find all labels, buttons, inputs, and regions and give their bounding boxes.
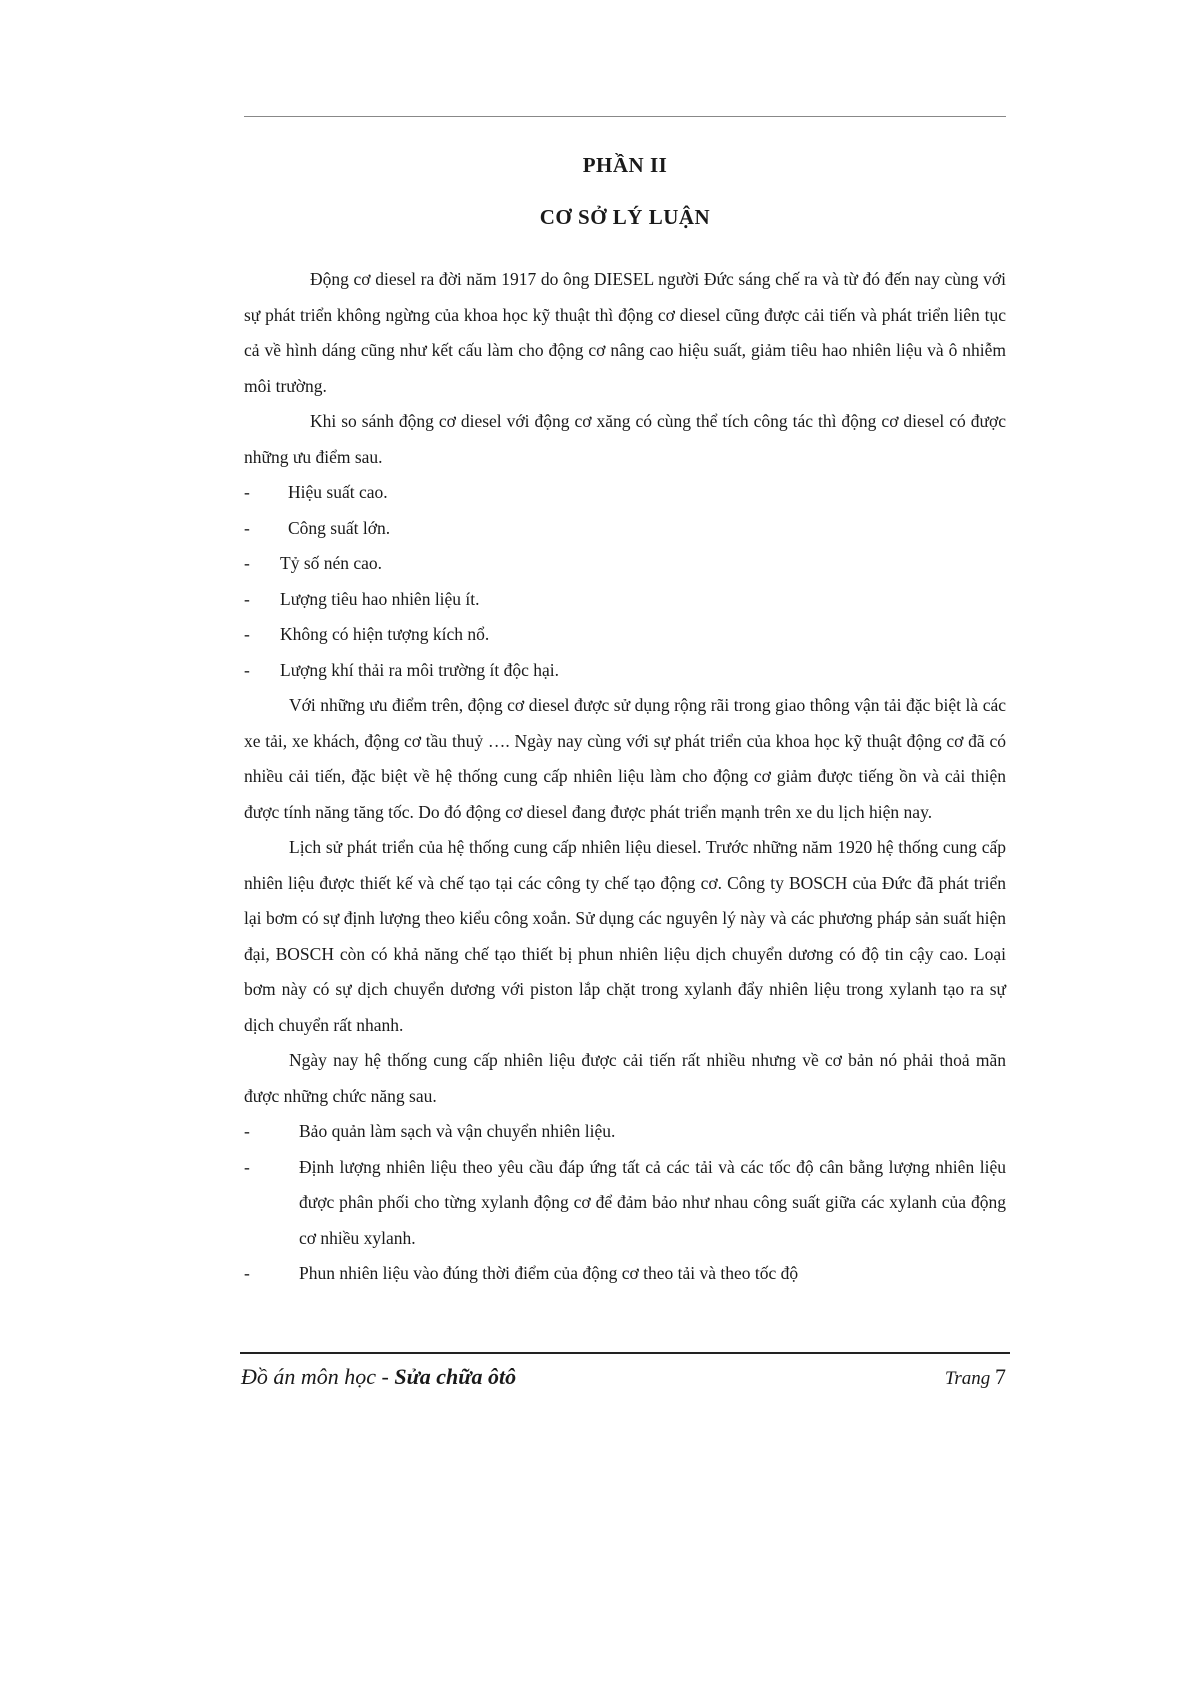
list-item-text: Không có hiện tượng kích nổ. (280, 624, 490, 644)
list-item-text: Công suất lớn. (288, 517, 391, 538)
list-item-text: Bảo quản làm sạch và vận chuyển nhiên liệu. (299, 1121, 616, 1141)
bullet-dash: - (244, 659, 250, 680)
body-content (244, 262, 1006, 1292)
list-item (244, 475, 1006, 511)
bullet-dash: - (244, 482, 250, 502)
footer-rule (240, 1352, 1010, 1354)
bullet-dash: - (244, 553, 250, 573)
bullet-dash: - (244, 624, 250, 644)
paragraph-comparison: Khi so sánh động cơ diesel với động cơ xăng có cùng thể tích công tác thì động cơ diesel có được những ưu điểm sau. (244, 411, 1006, 467)
paragraph-intro: Động cơ diesel ra đời năm 1917 do ông DIESEL người Đức sáng chế ra và từ đó đến nay cùng với sự phát triển không ngừng của khoa học kỹ thuật thì động cơ diesel cũng được cải tiến và phát triển liên tục cả về hình dáng cũng như kết cấu làm cho động cơ nâng cao hiệu suất, giảm tiêu hao nhiên liệu và ô nhiễm môi trường. (244, 269, 1006, 396)
bullet-dash: - (244, 517, 250, 538)
list-item-text: Phun nhiên liệu vào đúng thời điểm của động cơ theo tải và theo tốc độ (299, 1263, 799, 1283)
section-title: CƠ SỞ LÝ LUẬN (539, 205, 711, 229)
list-item (244, 511, 1006, 547)
list-item (244, 582, 1006, 618)
paragraph-history: Lịch sử phát triển của hệ thống cung cấp nhiên liệu diesel. Trước những năm 1920 hệ thống cung cấp nhiên liệu được thiết kế và chế tạo tại các công ty chế tạo động cơ. Công ty BOSCH của Đức đã phát triển lại bơm có sự định lượng theo kiểu công xoắn. Sử dụng các nguyên lý này và các phương pháp sản suất hiện đại, BOSCH còn có khả năng chế tạo thiết bị phun nhiên liệu dịch chuyển dương có độ tin cậy cao. Loại bơm này có sự dịch chuyển dương với piston lắp chặt trong xylanh đẩy nhiên liệu trong xylanh tạo ra sự dịch chuyển rất nhanh. (244, 837, 1006, 1035)
bullet-dash: - (244, 1121, 250, 1141)
functions-list (244, 1114, 1006, 1292)
list-item (244, 653, 1006, 689)
list-item (244, 1256, 1006, 1292)
list-item (244, 1150, 1006, 1257)
list-item (244, 1114, 1006, 1150)
bullet-dash: - (244, 588, 250, 609)
footer-course-subject: Sửa chữa ôtô (394, 1364, 517, 1389)
header-rule (244, 116, 1006, 117)
paragraph-functions-intro: Ngày nay hệ thống cung cấp nhiên liệu được cải tiến rất nhiều nhưng về cơ bản nó phải thoả mãn được những chức năng sau. (244, 1050, 1006, 1106)
page-number-value: 7 (995, 1364, 1006, 1389)
list-item-text: Lượng tiêu hao nhiên liệu ít. (280, 588, 480, 609)
part-heading: PHẦN II (582, 153, 668, 177)
page-label: Trang (944, 1368, 991, 1389)
page-number (945, 1364, 1006, 1390)
footer-course-title (241, 1364, 516, 1390)
list-item-text: Định lượng nhiên liệu theo yêu cầu đáp ứng tất cả các tải và các tốc độ cân bằng lượng nhiên liệu được phân phối cho từng xylanh động cơ để đảm bảo như nhau công suất giữa các xylanh của động cơ nhiều xylanh. (299, 1156, 1006, 1248)
advantages-list (244, 475, 1006, 688)
list-item-text: Tỷ số nén cao. (280, 553, 383, 573)
list-item (244, 617, 1006, 653)
list-item (244, 546, 1006, 582)
list-item-text: Lượng khí thải ra môi trường ít độc hại. (280, 659, 560, 680)
bullet-dash: - (244, 1263, 250, 1283)
footer-course-prefix: Đồ án môn học - (241, 1364, 395, 1389)
paragraph-usage: Với những ưu điểm trên, động cơ diesel được sử dụng rộng rãi trong giao thông vận tải đặc biệt là các xe tải, xe khách, động cơ tầu thuỷ …. Ngày nay cùng với sự phát triển của khoa học kỹ thuật động cơ đã có nhiều cải tiến, đặc biệt về hệ thống cung cấp nhiên liệu làm cho động cơ giảm được tiếng ồn và cải thiện được tính năng tăng tốc. Do đó động cơ diesel đang được phát triển mạnh trên xe du lịch hiện nay. (244, 695, 1006, 822)
bullet-dash: - (244, 1156, 250, 1177)
list-item-text: Hiệu suất cao. (288, 482, 388, 502)
